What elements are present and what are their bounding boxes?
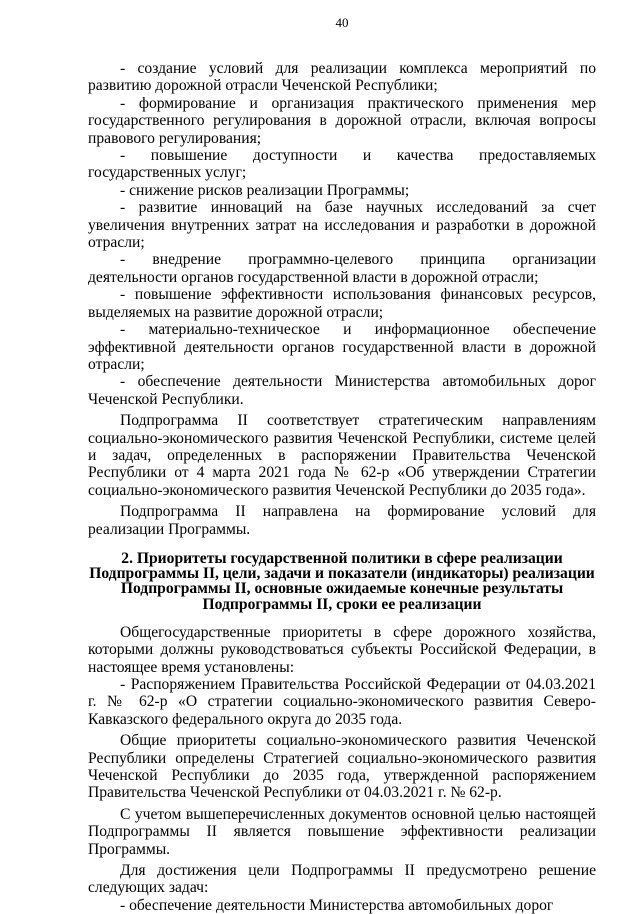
body-paragraph: Общегосударственные приоритеты в сфере дорожного хозяйства, которыми должны руководствоваться субъекты Российской Федерации, в настоящее время установлены: bbox=[88, 623, 596, 676]
section-heading-line: Подпрограммы II, сроки ее реализации bbox=[202, 595, 482, 613]
body-paragraph: С учетом вышеперечисленных документов основной целью настоящей Подпрограммы II является повышение эффективности реализации Программы. bbox=[88, 805, 596, 858]
body-paragraph: Общие приоритеты социально-экономического развития Чеченской Республики определены Стратегией социально-экономического развития Чеченской Республики до 2035 года, утвержденной распоряжением Правительства Чеченской Республики от 04.03.2021 г. № 62-р. bbox=[88, 732, 596, 802]
list-item: - повышение доступности и качества предоставляемых государственных услуг; bbox=[88, 147, 596, 182]
section-heading bbox=[88, 551, 596, 612]
list-item: - развитие инноваций на базе научных исследований за счет увеличения внутренних затрат на исследования и разработки в дорожной отрасли; bbox=[88, 199, 596, 252]
list-item: - снижение рисков реализации Программы; bbox=[120, 181, 410, 199]
list-item: - повышение эффективности использования финансовых ресурсов, выделяемых на развитие дорожной отрасли; bbox=[88, 286, 596, 321]
list-item: - внедрение программно-целевого принципа организации деятельности органов государственной власти в дорожной отрасли; bbox=[88, 251, 596, 286]
list-item: - обеспечение деятельности Министерства автомобильных дорог bbox=[120, 896, 554, 914]
body-paragraph: Для достижения цели Подпрограммы II предусмотрено решение следующих задач: bbox=[88, 862, 596, 897]
section-heading-line: Подпрограммы II, основные ожидаемые конечные результаты bbox=[120, 580, 564, 598]
list-item: - создание условий для реализации комплекса мероприятий по развитию дорожной отрасли Чеченской Республики; bbox=[88, 60, 596, 95]
body-paragraph: Подпрограмма II соответствует стратегическим направлениям социально-экономического развития Чеченской Республики, системе целей и задач, определенных в распоряжении Правительства Чеченской Республики от 4 марта 2021 года № 62-р «Об утверждении Стратегии социально-экономического развития Чеченской Республики до 2035 года». bbox=[88, 412, 596, 499]
section-heading-line: Подпрограммы II, цели, задачи и показатели (индикаторы) реализации bbox=[89, 565, 595, 583]
body-paragraph: Подпрограмма II направлена на формирование условий для реализации Программы. bbox=[88, 503, 596, 538]
list-item: - Распоряжением Правительства Российской Федерации от 04.03.2021 г. № 62-р «О стратегии социально-экономического развития Северо-Кавказского федерального округа до 2035 года. bbox=[88, 676, 596, 728]
document-body bbox=[88, 60, 596, 914]
section-heading-line: 2. Приоритеты государственной политики в сфере реализации bbox=[121, 549, 563, 567]
list-item: - обеспечение деятельности Министерства автомобильных дорог Чеченской Республики. bbox=[88, 373, 596, 408]
list-item: - формирование и организация практического применения мер государственного регулирования в дорожной отрасли, включая вопросы правового регулирования; bbox=[88, 94, 596, 147]
list-item: - материально-техническое и информационное обеспечение эффективной деятельности органов государственной власти в дорожной отрасли; bbox=[88, 321, 596, 373]
page-number: 40 bbox=[335, 15, 349, 30]
